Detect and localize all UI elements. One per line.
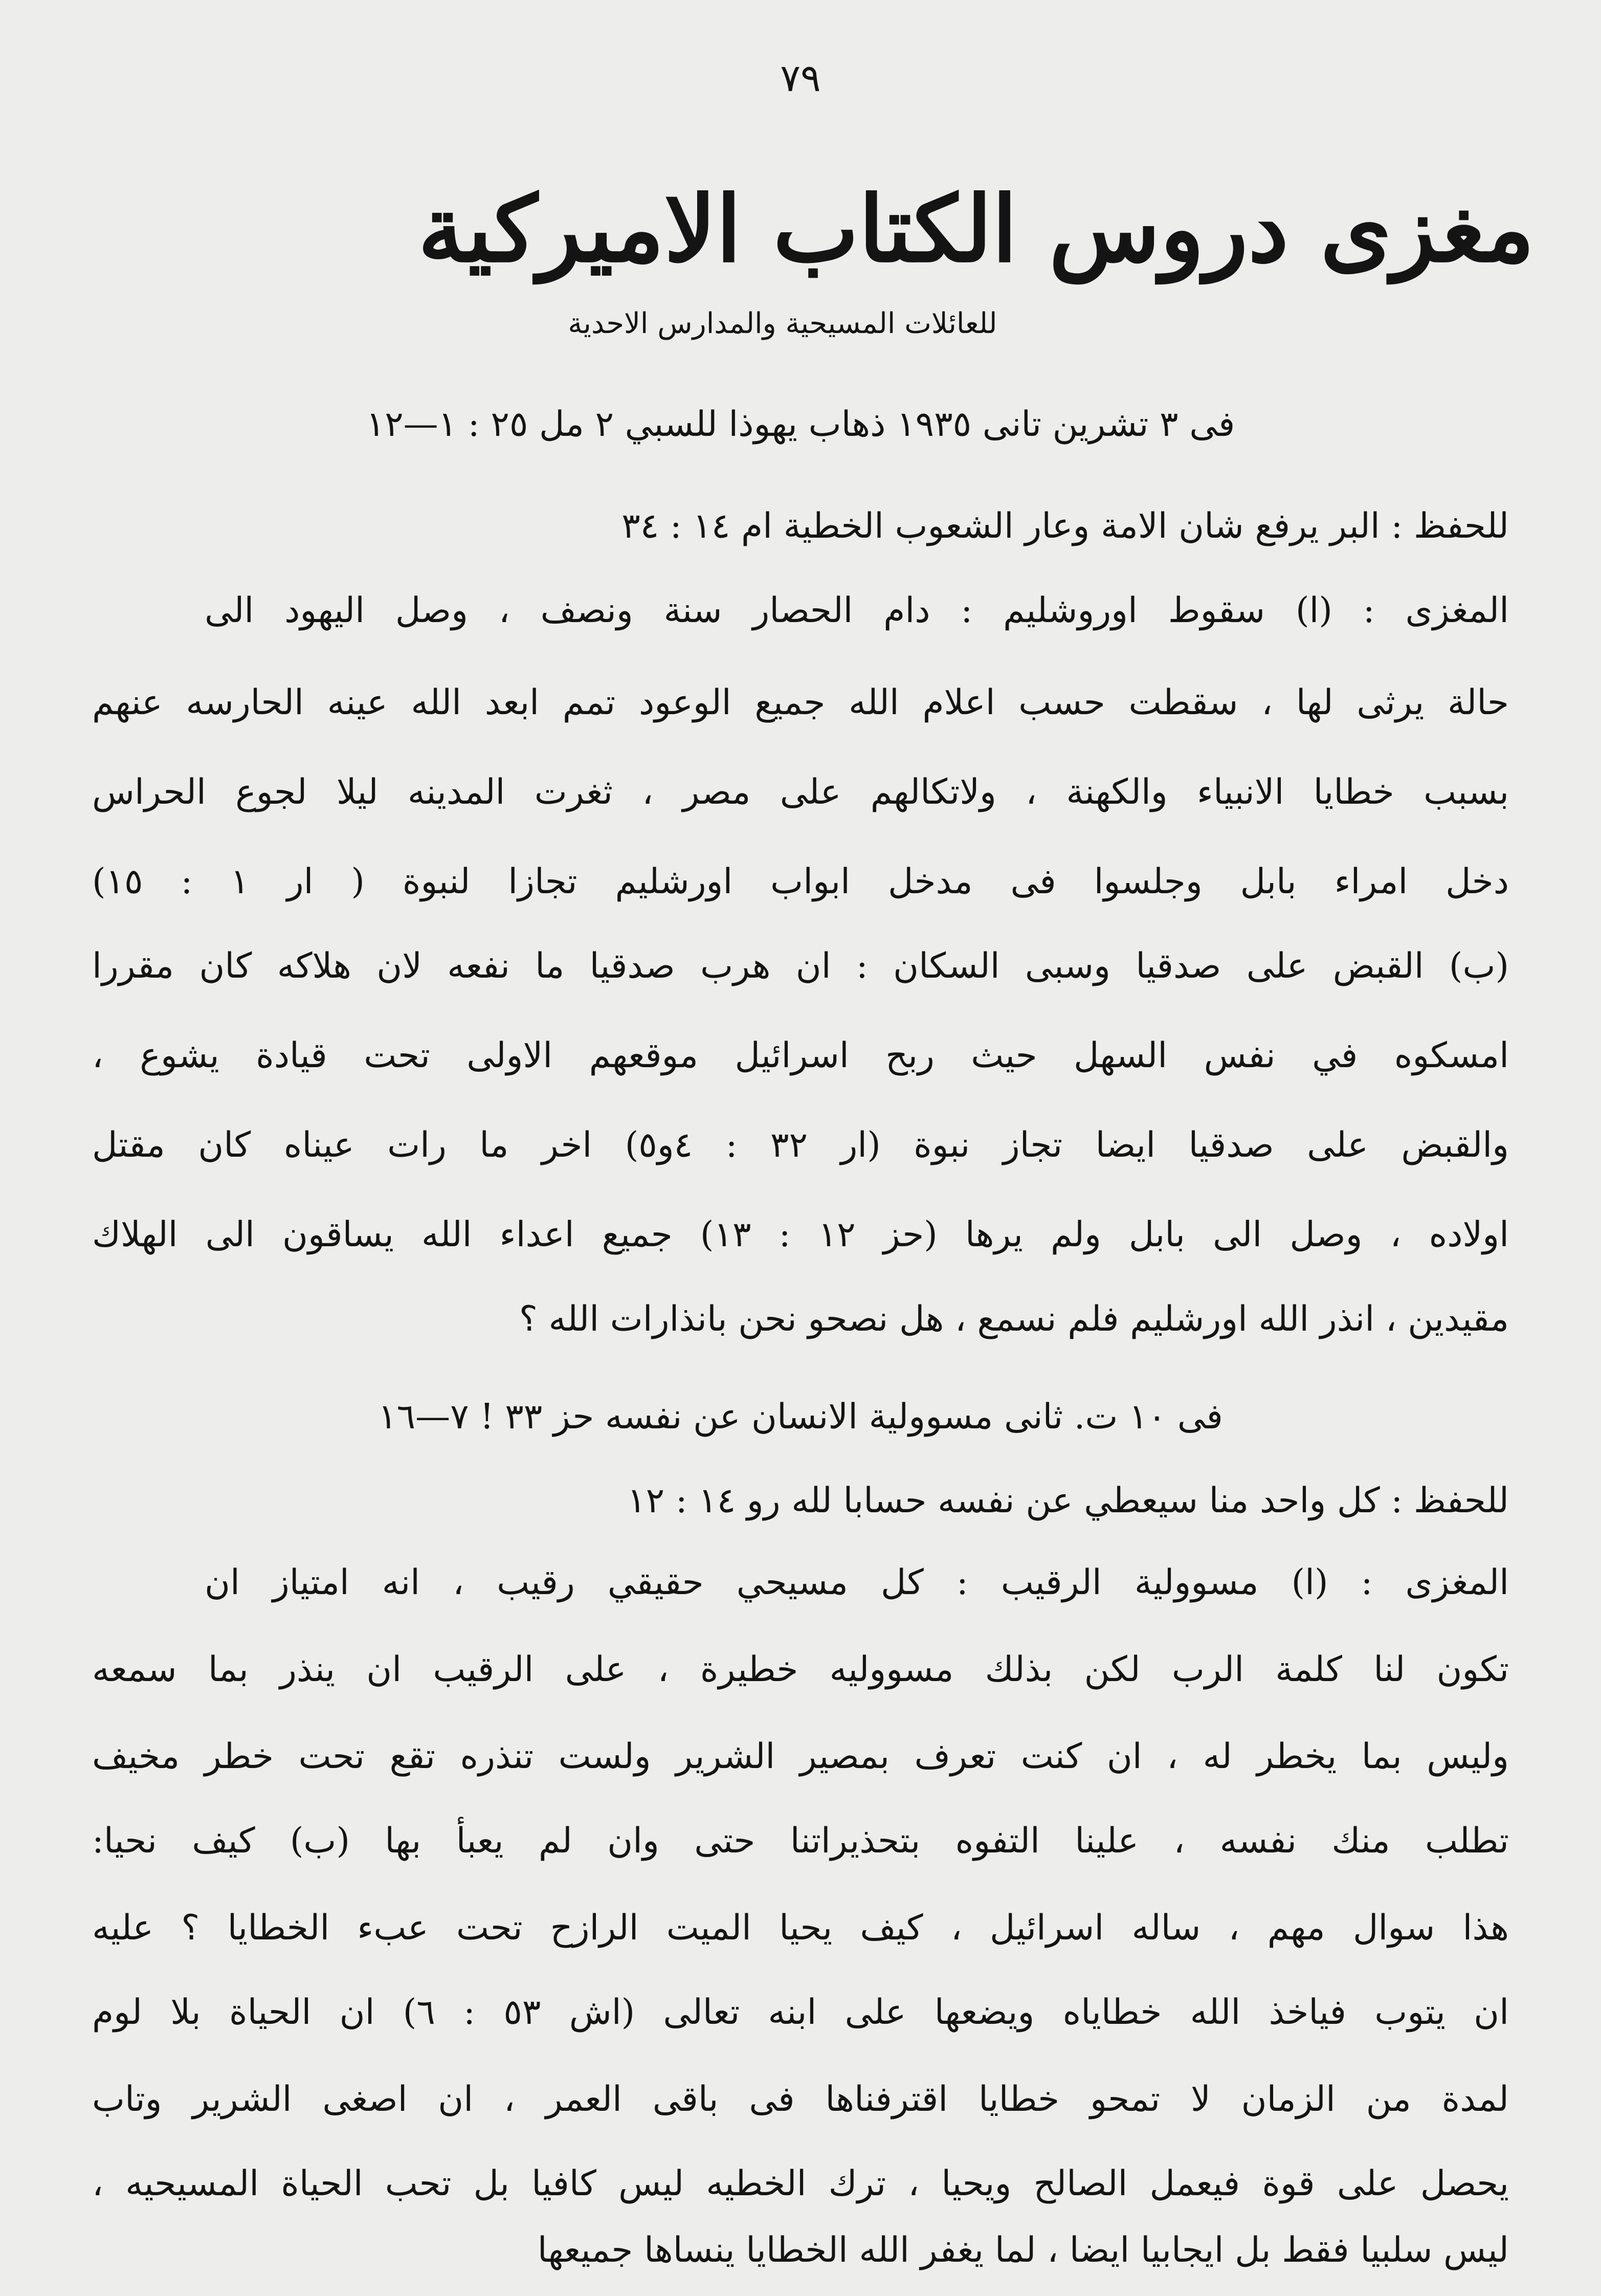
lesson-text-line: حالة يرثى لها ، سقطت حسب اعلام الله جميع الوعود تمم ابعد الله عينه الحارسه عنهم [92,682,1509,723]
lesson-text-line: مقيدين ، انذر الله اورشليم فلم نسمع ، هل نصحو نحن بانذارات الله ؟ [519,1299,1509,1339]
lesson-text-line: المغزى : (ا) سقوط اوروشليم : دام الحصار سنة ونصف ، وصل اليهود الى [205,590,1509,631]
lesson-text-line: تطلب منك نفسه ، علينا التفوه بتحذيراتنا حتى وان لم يعبأ بها (ب) كيف نحيا: [92,1821,1509,1861]
lesson-text-line: ليس سلبيا فقط بل ايجابيا ايضا ، لما يغفر الله الخطايا ينساها جميعها [537,2230,1509,2270]
memory-verse: للحفظ : البر يرفع شان الامة وعار الشعوب الخطية ام ١٤ : ٣٤ [621,506,1509,546]
page-subtitle: للعائلات المسيحية والمدارس الاحدية [568,307,997,340]
lesson-heading: فى ١٠ ت. ثانى مسوولية الانسان عن نفسه حز ٣٣ ! ٧—١٦ [378,1397,1223,1437]
page-title: مغزى دروس الكتاب الاميركية [418,175,1535,282]
page-number: ٧٩ [780,56,821,100]
lesson-text-line: المغزى : (ا) مسوولية الرقيب : كل مسيحي حقيقي رقيب ، انه امتياز ان [205,1562,1509,1603]
lesson-text-line: تكون لنا كلمة الرب لكن بذلك مسووليه خطيرة ، على الرقيب ان ينذر بما سمعه [92,1649,1509,1690]
lesson-heading: فى ٣ تشرين تانى ١٩٣٥ ذهاب يهوذا للسبي ٢ مل ٢٥ : ١—١٢ [366,404,1235,445]
lesson-text-line: هذا سوال مهم ، ساله اسرائيل ، كيف يحيا الميت الرازح تحت عبء الخطايا ؟ عليه [92,1908,1509,1948]
lesson-text-line: يحصل على قوة فيعمل الصالح ويحيا ، ترك الخطيه ليس كافيا بل تحب الحياة المسيحيه ، [92,2163,1509,2204]
lesson-text-line: وليس بما يخطر له ، ان كنت تعرف بمصير الشرير ولست تنذره تقع تحت خطر مخيف [92,1736,1509,1777]
lesson-text-line: بسبب خطايا الانبياء والكهنة ، ولاتكالهم على مصر ، ثغرت المدينه ليلا لجوع الحراس [92,772,1509,812]
lesson-text-line: ان يتوب فياخذ الله خطاياه ويضعها على ابنه تعالى (اش ٥٣ : ٦) ان الحياة بلا لوم [92,1992,1509,2033]
lesson-text-line: اولاده ، وصل الى بابل ولم يرها (حز ١٢ : ١٣) جميع اعداء الله يساقون الى الهلاك [92,1215,1509,1255]
lesson-text-line: دخل امراء بابل وجلسوا فى مدخل ابواب اورشليم تجازا لنبوة ( ار ١ : ١٥) [92,862,1509,902]
memory-verse: للحفظ : كل واحد منا سيعطي عن نفسه حسابا لله رو ١٤ : ١٢ [627,1481,1509,1521]
lesson-text-line: (ب) القبض على صدقيا وسبى السكان : ان هرب صدقيا ما نفعه لان هلاكه كان مقررا [92,946,1509,986]
lesson-text-line: امسكوه في نفس السهل حيث ربح اسرائيل موقعهم الاولى تحت قيادة يشوع ، [92,1035,1509,1076]
lesson-text-line: لمدة من الزمان لا تمحو خطايا اقترفناها فى باقى العمر ، ان اصغى الشرير وتاب [92,2079,1509,2120]
lesson-text-line: والقبض على صدقيا ايضا تجاز نبوة (ار ٣٢ : ٤و٥) اخر ما رات عيناه كان مقتل [92,1125,1509,1165]
